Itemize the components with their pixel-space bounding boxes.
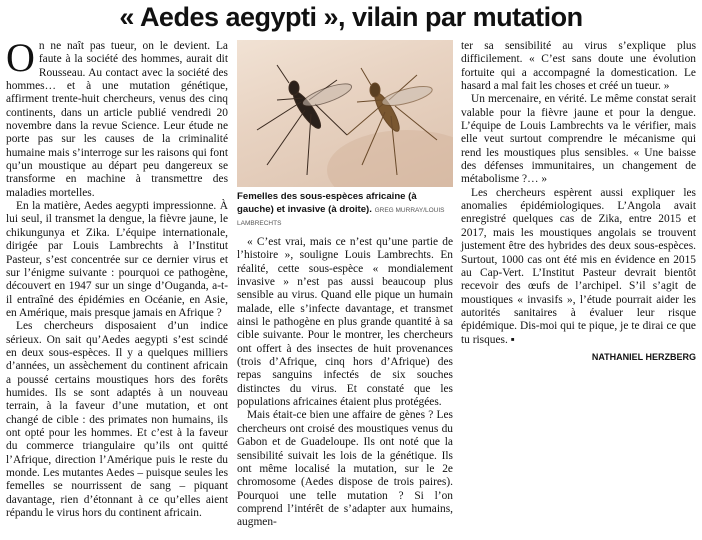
column-1 [6,35,228,520]
paragraph-8: Les chercheurs espèrent aussi expliquer les anomalies épidémiologiques. L’Angola avait enregistré quelques cas de Zika, entre 2015 et 2017, mais les moustiques angolais se trouvent justement être des hybrides des deux sous-espèces. Surtout, 1000 cas ont été mis en évidence en 2015 au Cap-Vert. L’Institut Pasteur devrait bientôt recevoir des œufs de l’archipel. S’il s’agit de moustiques « invasifs », l’étude pourrait aider les autorités sanitaires à évaluer leur risque épidémique. Dis-moi qui te pique, je te dirai ce que tu risques. ▪ [461,186,696,346]
drop-cap: O [6,35,35,80]
mosquito-photo [237,40,453,187]
paragraph-7: Un mercenaire, en vérité. Le même constat serait valable pour la fièvre jaune et pour la dengue. L’équipe de Louis Lambrechts va le vérifier, mais elle veut surtout comprendre le mécanisme qui rend les moustiques plus sensibles. « Une baisse des défenses immunitaires, un changement de métabolisme ?… » [461,93,696,186]
column-3 [461,40,696,364]
paragraph-5: Mais était-ce bien une affaire de gènes ? Les chercheurs ont croisé des moustiques venus du Gabon et de Guadeloupe. Ils ont noté que la sensibilité suivait les lois de la génétique. Ils ont même localisé la mutation, sur le 2e chromosome (Aedes dispose de trois paires). Pourquoi une telle mutation ? Si l’on comprend l’intérêt de s’adapter aux humains, augmen- [237,409,453,529]
paragraph-4: « C’est vrai, mais ce n’est qu’une partie de l’histoire », souligne Louis Lambrechts. En réalité, cette sous-espèce « mondialement invasive » n’est pas aussi beaucoup plus sensible au virus. Quand elle pique un humain malade, elle s’infecte davantage, et transmet ainsi le pathogène en plus grande quantité à sa cible suivante. Pour le montrer, les chercheurs ont offert à des insectes de huit provenances (trois d’Afrique, cinq hors d’Afrique) des repas sanguins infectés de six souches distinctes du virus. Et constaté que les populations africaines étaient plus protégées. [237,236,453,409]
caption-text: Femelles des sous-espèces africaine (à gauche) et invasive (à droite). [237,191,417,215]
paragraph-3: Les chercheurs disposaient d’un indice sérieux. On sait qu’Aedes aegypti s’est scindé en deux sous-espèces. Il y a quelques milliers d’années, un assèchement du continent africain a poussé certains moustiques hors des forêts humides. Ils se sont adaptés à un nouveau terrain, à la faveur d’une mutation, et ont changé de cible : des primates non humains, ils ont opté pour les hommes. Et c’est à la faveur du commerce triangulaire qu’ils ont quitté l’Afrique, direction l’Amérique puis le reste du monde. Les mutantes Aedes – puisque seules les femelles se nourrissent de sang – piquant davantage, rien d’étonnant à ce qu’elles aient répandu le virus hors du continent africain. [6,320,228,520]
photo-credit: GREG MURRAY/LOUIS LAMBRECHTS [237,206,445,227]
paragraph-1 [6,35,228,200]
author-signature: NATHANIEL HERZBERG [591,351,696,362]
paragraph-6: ter sa sensibilité au virus s’explique plus difficilement. « C’est sans doute une évolution fortuite qui a accompagné la domestication. Le hasard a mal fait les choses et créé un tueur. » [461,40,696,93]
mosquito-illustration [237,40,453,187]
article-title: « Aedes aegypti », vilain par mutation [119,2,583,32]
paragraph-2: En la matière, Aedes aegypti impressionne. À lui seul, il transmet la dengue, la fièvre jaune, le chikungunya et Zika. L’équipe internationale, dirigée par Louis Lambrechts à l’Institut Pasteur, s’est concentrée sur ce dernier virus et sur l’énigme suivante : pourquoi ce pathogène, découvert en 1947 sur un singe d’Ouganda, a-t-il entraîné des épidémies en Océanie, en Asie, en Amérique, mais presque jamais en Afrique ? [6,200,228,319]
photo-caption [237,191,453,231]
column-2 [237,236,453,530]
paragraph-1-text: n ne naît pas tueur, on le devient. La faute à la société des hommes, aurait dit Rousseau. Au contact avec la société des hommes… et à une mutation génétique, affirment trente-huit chercheurs, venus des cinq continents, dans un article publié vendredi 20 novembre dans la revue Science. Leur étude ne porte pas sur les causes de la criminalité humaine mais s’interroge sur les raisons qui font qu’un moustique au départ peu dangereux se transforme en machine à transmettre des maladies mortelles. [6,40,228,199]
